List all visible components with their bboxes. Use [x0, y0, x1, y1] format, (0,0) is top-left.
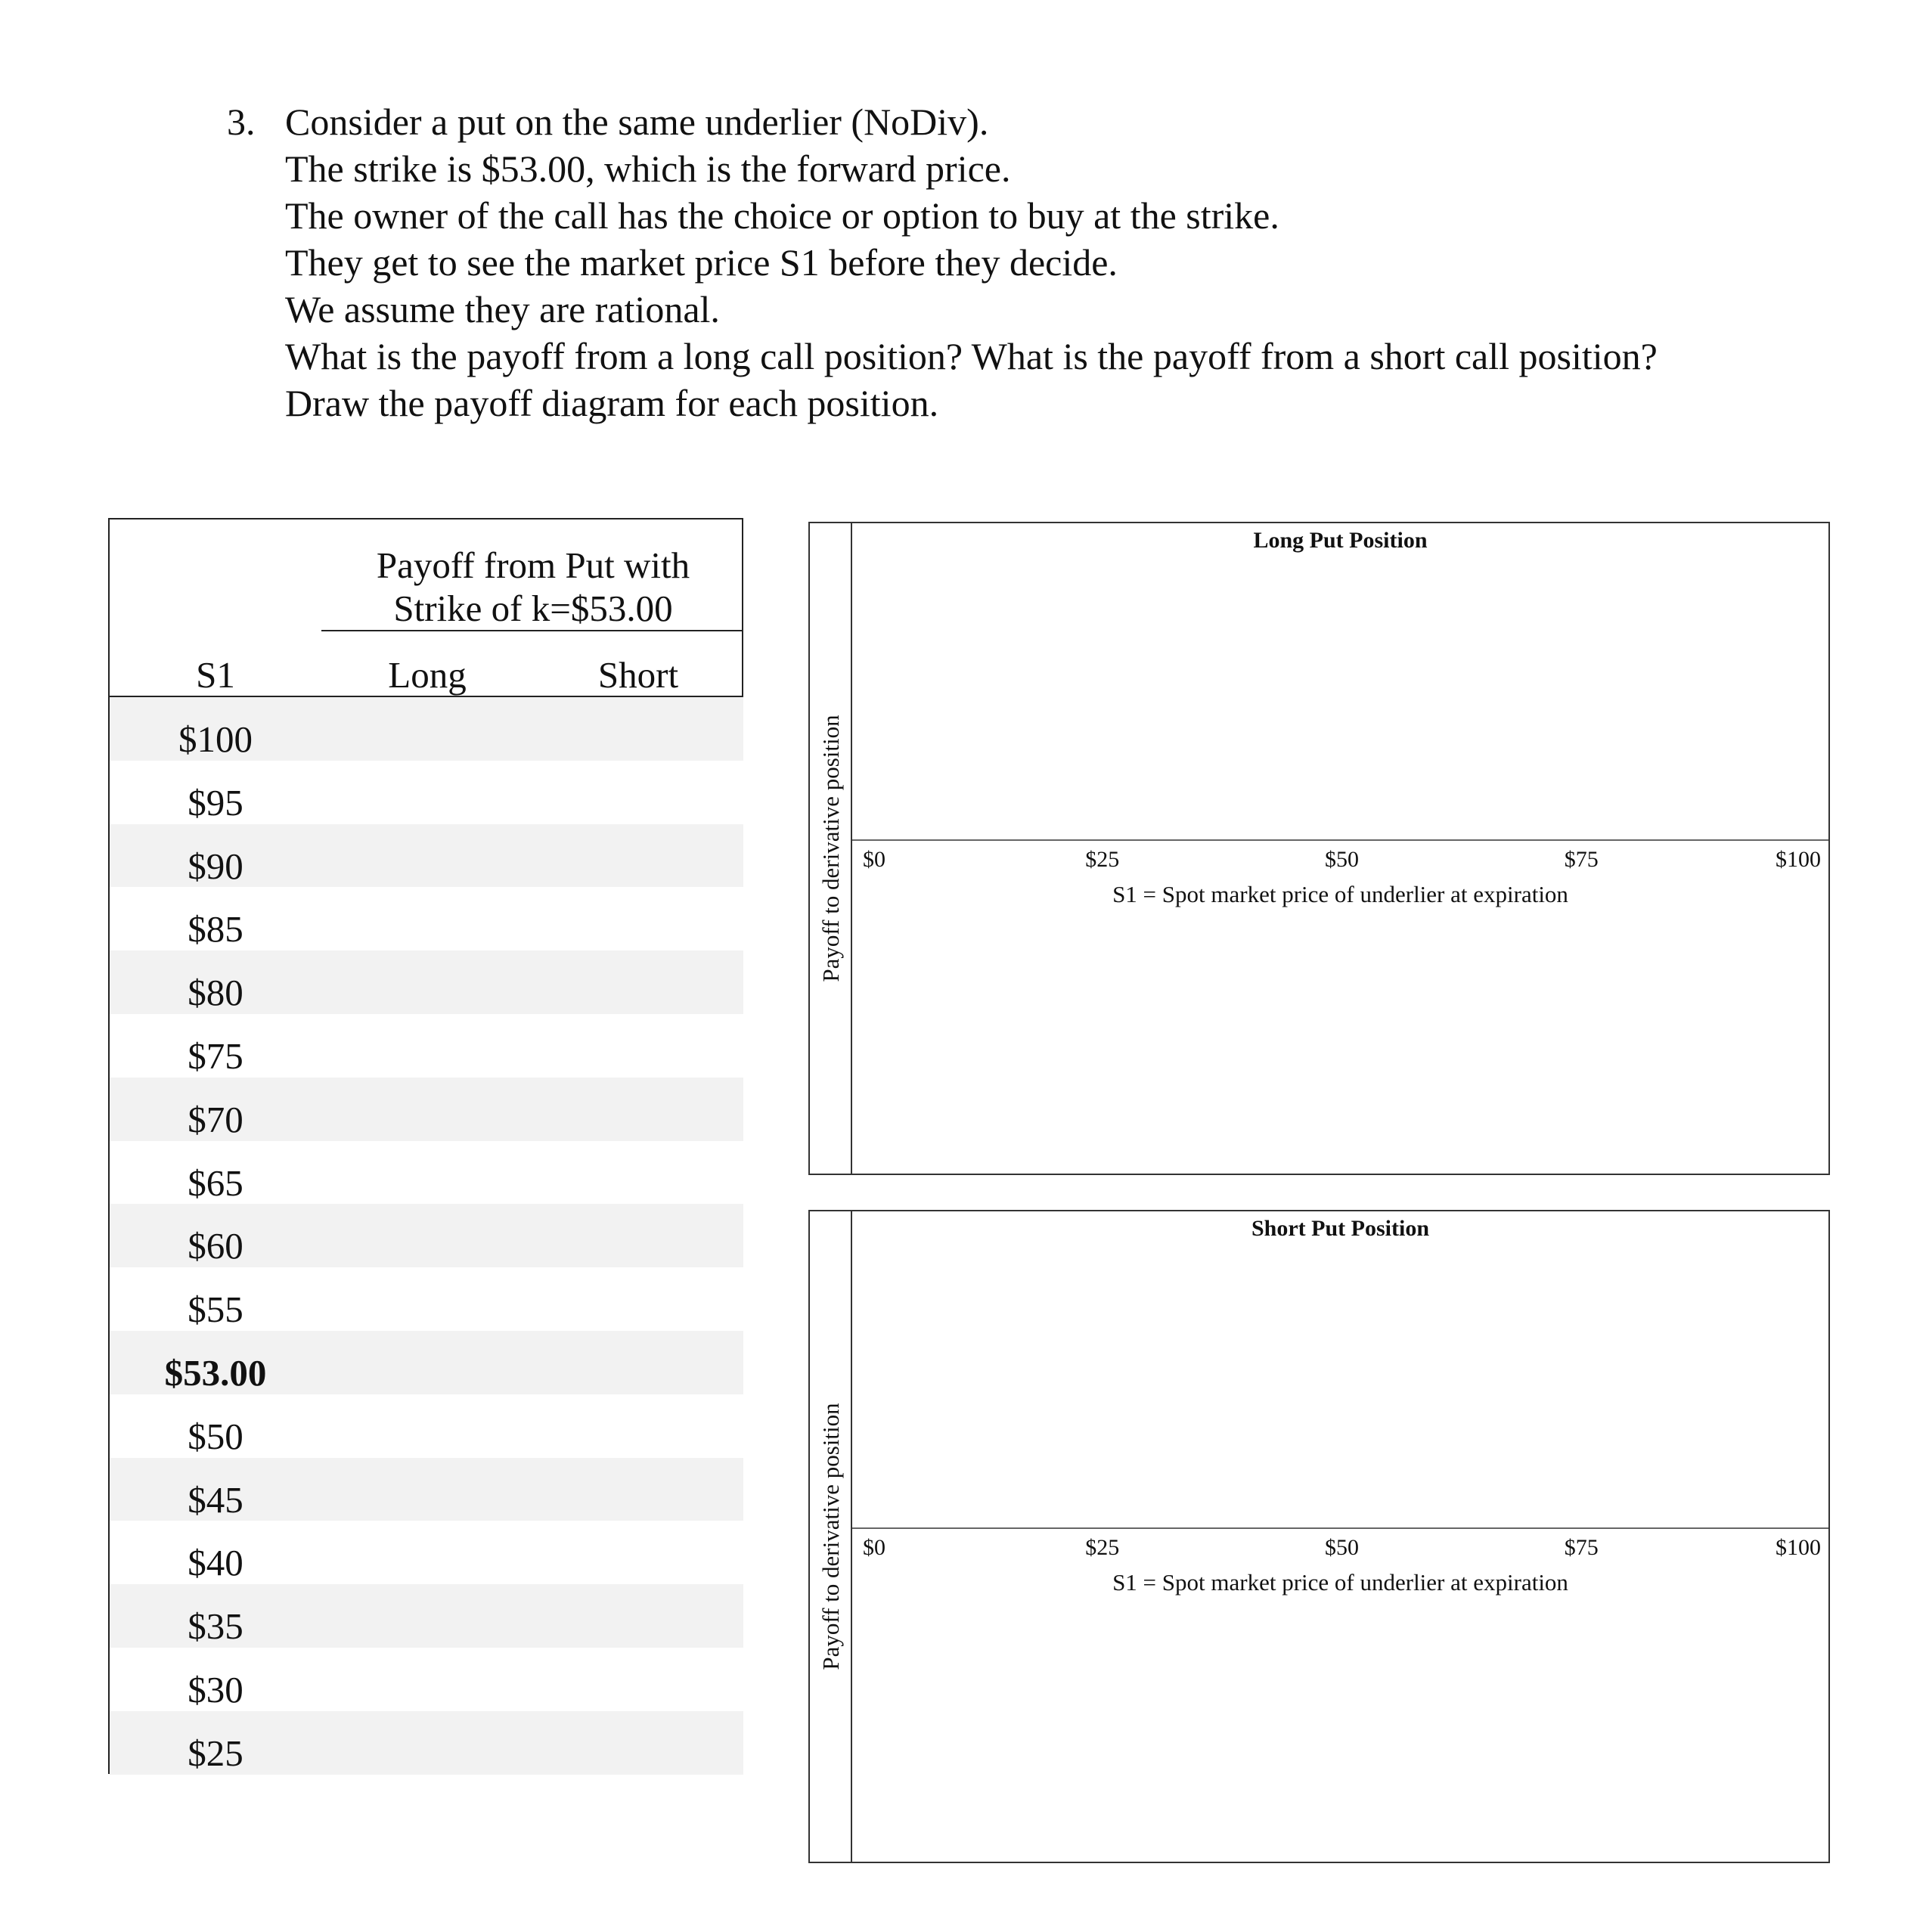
- short-put-chart: [808, 1210, 1830, 1863]
- short-payoff-cell[interactable]: [533, 824, 743, 888]
- question-line: Draw the payoff diagram for each position.: [285, 382, 939, 424]
- table-title: [321, 544, 745, 630]
- x-tick-label: $100: [1776, 1535, 1821, 1560]
- long-payoff-cell[interactable]: [321, 1584, 533, 1648]
- column-header-long: Long: [388, 654, 467, 696]
- table-row: [110, 950, 743, 1014]
- table-row: [110, 1648, 743, 1711]
- short-payoff-cell[interactable]: [533, 1648, 743, 1711]
- long-payoff-cell[interactable]: [321, 1648, 533, 1711]
- s1-value: $40: [188, 1542, 243, 1584]
- table-row: [110, 1711, 743, 1775]
- y-axis-strip: [810, 523, 852, 1174]
- s1-value: $25: [188, 1732, 243, 1774]
- x-tick-label: $50: [1325, 847, 1359, 872]
- x-tick-label: $25: [1085, 1535, 1120, 1560]
- s1-value: $95: [188, 781, 243, 823]
- question-number: 3.: [227, 101, 256, 143]
- long-payoff-cell[interactable]: [321, 1458, 533, 1521]
- s1-value: $45: [188, 1478, 243, 1521]
- table-row: [110, 1078, 743, 1141]
- short-payoff-cell[interactable]: [533, 1394, 743, 1458]
- short-payoff-cell[interactable]: [533, 1584, 743, 1648]
- s1-value: $90: [188, 845, 243, 887]
- long-payoff-cell[interactable]: [321, 1331, 533, 1394]
- x-axis-label: S1 = Spot market price of underlier at expiration: [1112, 881, 1568, 907]
- table-row: [110, 1584, 743, 1648]
- short-payoff-cell[interactable]: [533, 1711, 743, 1775]
- long-payoff-cell[interactable]: [321, 1078, 533, 1141]
- long-payoff-cell[interactable]: [321, 697, 533, 761]
- x-tick-label: $50: [1325, 1535, 1359, 1560]
- short-payoff-cell[interactable]: [533, 1141, 743, 1205]
- s1-value: $55: [188, 1289, 243, 1331]
- x-tick-label: $0: [863, 1535, 885, 1560]
- chart-title: [852, 1216, 1828, 1242]
- table-row: [110, 1458, 743, 1521]
- title-rule: [321, 630, 743, 631]
- x-tick-label: $75: [1564, 1535, 1599, 1560]
- long-payoff-cell[interactable]: [321, 824, 533, 888]
- s1-value: $85: [188, 908, 243, 950]
- s1-value: $100: [178, 718, 253, 760]
- long-payoff-cell[interactable]: [321, 761, 533, 824]
- x-tick-label: $0: [863, 847, 885, 872]
- chart-title-text: Short Put Position: [1251, 1216, 1430, 1241]
- long-payoff-cell[interactable]: [321, 1711, 533, 1775]
- s1-value: $30: [188, 1668, 243, 1710]
- s1-value: $60: [188, 1225, 243, 1267]
- table-title-line2: Strike of k=$53.00: [393, 588, 673, 629]
- table-row: [110, 824, 743, 888]
- column-header-s1: S1: [196, 654, 235, 696]
- y-axis-label: Payoff to derivative position: [817, 715, 844, 982]
- table-row: [110, 1521, 743, 1584]
- table-row: [110, 761, 743, 824]
- short-payoff-cell[interactable]: [533, 1267, 743, 1331]
- y-axis-label: Payoff to derivative position: [817, 1403, 844, 1670]
- s1-value: $70: [188, 1098, 243, 1140]
- table-row: [110, 1204, 743, 1267]
- question-line: We assume they are rational.: [285, 288, 720, 330]
- long-payoff-cell[interactable]: [321, 950, 533, 1014]
- s1-value: $53.00: [164, 1351, 267, 1394]
- long-put-chart: [808, 522, 1830, 1175]
- s1-value: $80: [188, 972, 243, 1014]
- short-payoff-cell[interactable]: [533, 950, 743, 1014]
- table-row: [110, 1141, 743, 1205]
- question-line: Consider a put on the same underlier (NoDiv).: [285, 101, 989, 143]
- chart-title: [852, 528, 1828, 554]
- short-payoff-cell[interactable]: [533, 887, 743, 950]
- x-tick-label: $100: [1776, 847, 1821, 872]
- question-line: The strike is $53.00, which is the forward price.: [285, 147, 1011, 190]
- long-payoff-cell[interactable]: [321, 887, 533, 950]
- long-payoff-cell[interactable]: [321, 1141, 533, 1205]
- x-tick-label: $25: [1085, 847, 1120, 872]
- long-payoff-cell[interactable]: [321, 1394, 533, 1458]
- question-lines: [285, 98, 1722, 426]
- short-payoff-cell[interactable]: [533, 1204, 743, 1267]
- zero-axis-line: [852, 1527, 1828, 1529]
- long-payoff-cell[interactable]: [321, 1204, 533, 1267]
- short-payoff-cell[interactable]: [533, 1521, 743, 1584]
- table-row: [110, 1331, 743, 1394]
- table-row: [110, 1267, 743, 1331]
- long-payoff-cell[interactable]: [321, 1014, 533, 1078]
- short-payoff-cell[interactable]: [533, 697, 743, 761]
- s1-value: $35: [188, 1605, 243, 1648]
- y-axis-strip: [810, 1211, 852, 1862]
- short-payoff-cell[interactable]: [533, 761, 743, 824]
- s1-value: $50: [188, 1415, 243, 1457]
- table-body: [110, 697, 743, 1775]
- table-row: [110, 697, 743, 761]
- s1-value: $75: [188, 1034, 243, 1077]
- long-payoff-cell[interactable]: [321, 1521, 533, 1584]
- long-payoff-cell[interactable]: [321, 1267, 533, 1331]
- chart-title-text: Long Put Position: [1253, 528, 1428, 553]
- question-line: They get to see the market price S1 before they decide.: [285, 241, 1118, 284]
- question-line: The owner of the call has the choice or option to buy at the strike.: [285, 194, 1279, 237]
- short-payoff-cell[interactable]: [533, 1458, 743, 1521]
- table-row: [110, 1394, 743, 1458]
- table-row: [110, 887, 743, 950]
- x-axis-label: S1 = Spot market price of underlier at expiration: [1112, 1569, 1568, 1596]
- x-tick-label: $75: [1564, 847, 1599, 872]
- s1-value: $65: [188, 1161, 243, 1204]
- payoff-table: [108, 518, 743, 1774]
- short-payoff-cell[interactable]: [533, 1014, 743, 1078]
- column-header-short: Short: [597, 654, 679, 696]
- table-row: [110, 1014, 743, 1078]
- zero-axis-line: [852, 839, 1828, 841]
- short-payoff-cell[interactable]: [533, 1078, 743, 1141]
- short-payoff-cell[interactable]: [533, 1331, 743, 1394]
- question-line: What is the payoff from a long call position? What is the payoff from a short call position?: [285, 335, 1658, 377]
- table-title-line1: Payoff from Put with: [376, 544, 690, 586]
